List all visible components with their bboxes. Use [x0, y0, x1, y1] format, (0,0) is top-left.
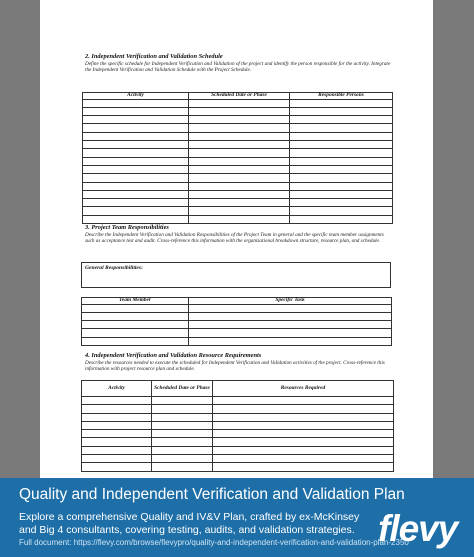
table-row: [83, 174, 393, 182]
section-2-description: Define the specific schedule for Independent Verification and Validation of the project and identify the person responsible for the activity. Integrate the Independent Verification and Validation Schedule with the Project Schedule.: [85, 61, 391, 73]
table-row: [83, 107, 393, 115]
general-responsibilities-label: General Responsibilities:: [85, 265, 143, 271]
table-row: [82, 438, 394, 446]
table-row: [83, 149, 393, 157]
table-row: [82, 397, 394, 405]
general-responsibilities-box: [81, 262, 391, 288]
table-row: [83, 141, 393, 149]
table-row: [83, 207, 393, 215]
banner-description: Explore a comprehensive Quality and IV&V Plan, crafted by ex-McKinsey and Big 4 consultants, covering testing, audits, and validation strategies.: [19, 511, 360, 536]
table-row: [82, 329, 392, 337]
table-row: [82, 446, 394, 454]
table-row: [83, 124, 393, 132]
resources-table: [81, 380, 394, 472]
table-row: [83, 182, 393, 190]
table-row: [82, 312, 392, 320]
section-4-title: 4. Independent Verification and Validation Resource Requirements: [85, 352, 262, 359]
table-row: [83, 215, 393, 223]
flevy-logo[interactable]: flevy: [378, 508, 458, 549]
table-header: Activity: [82, 381, 152, 397]
table-row: [83, 190, 393, 198]
table-header: Team Member: [82, 298, 189, 305]
table-row: [83, 157, 393, 165]
table-header: Activity: [83, 93, 189, 100]
team-table: [81, 297, 392, 346]
table-row: [83, 199, 393, 207]
table-header: Scheduled Date or Phase: [189, 93, 290, 100]
promo-banner: [0, 478, 474, 557]
table-row: [82, 455, 394, 463]
banner-title: Quality and Independent Verification and Validation Plan: [19, 486, 405, 503]
section-4-description: Describe the resources needed to execute the scheduled for Independent Verification and Validation activities of the project. Cross-reference this information with project resource plan and schedule.: [85, 360, 385, 372]
table-header: Responsible Persons: [290, 93, 393, 100]
section-3-description: Describe the Independent Verification and Validation Responsibilities of the Project Team in general and the specific team member assignments such as acceptance test and audit. Cross-reference this information with the organizational breakdown structure, resource plan, and schedule.: [85, 232, 384, 244]
table-row: [83, 132, 393, 140]
table-row: [82, 304, 392, 312]
table-header: Resources Required: [213, 381, 394, 397]
table-row: [83, 116, 393, 124]
section-3-title: 3. Project Team Responsibilities: [85, 224, 169, 231]
schedule-table: [82, 92, 393, 224]
table-row: [83, 165, 393, 173]
table-row: [82, 321, 392, 329]
table-row: [82, 430, 394, 438]
table-row: [82, 421, 394, 429]
section-2-title: 2. Independent Verification and Validation Schedule: [85, 53, 223, 60]
table-row: [82, 413, 394, 421]
table-header: Scheduled Date or Phase: [152, 381, 213, 397]
table-header: Specific Task: [189, 298, 392, 305]
table-row: [82, 463, 394, 471]
table-row: [82, 337, 392, 345]
document-link[interactable]: Full document: https://flevy.com/browse/flevypro/quality-and-independent-verification-and-validation-plan-2350: [19, 538, 409, 547]
table-row: [82, 405, 394, 413]
table-row: [83, 99, 393, 107]
document-page: [40, 0, 433, 478]
